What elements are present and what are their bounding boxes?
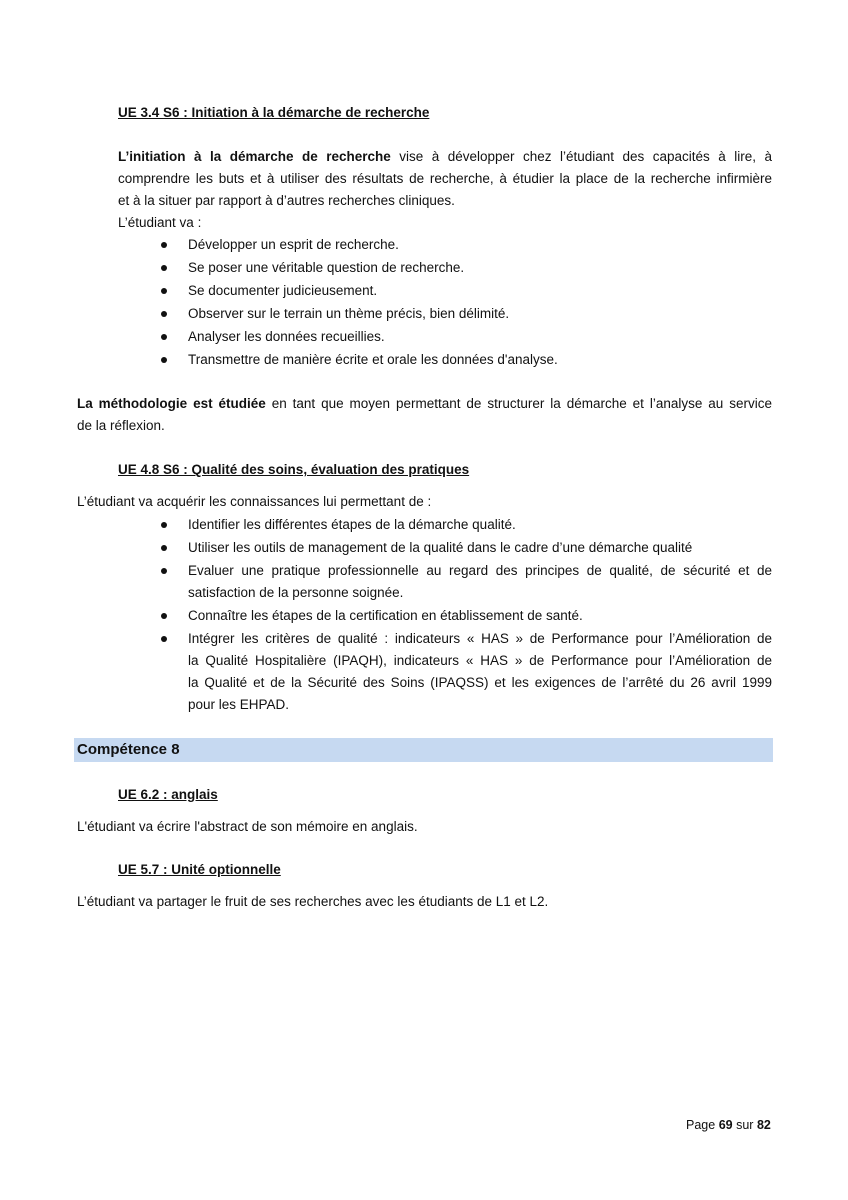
ue34-heading: UE 3.4 S6 : Initiation à la démarche de recherche: [118, 105, 430, 120]
method-bold: La méthodologie est étudiée: [77, 396, 266, 411]
list-item: Utiliser les outils de management de la qualité dans le cadre d’une démarche qualité: [188, 540, 693, 555]
ue34-intro-line1: [118, 147, 772, 167]
ue34-student-will: L’étudiant va :: [118, 215, 202, 230]
list-item-continuation: la Qualité et de la Sécurité des Soins (IPAQSS) et les exigences de l’arrêté du 26 avril 1999: [188, 675, 772, 690]
list-item: Intégrer les critères de qualité : indicateurs « HAS » de Performance pour l’Amélioration de: [188, 631, 772, 646]
list-item: Evaluer une pratique professionnelle au regard des principes de qualité, de sécurité et de: [188, 563, 772, 578]
bullet-dot-icon: [161, 242, 167, 248]
ue62-text: L'étudiant va écrire l'abstract de son mémoire en anglais.: [77, 819, 418, 834]
list-item: Se documenter judicieusement.: [188, 283, 378, 298]
bullet-dot-icon: [161, 568, 167, 574]
method-line1: [77, 394, 772, 414]
total-pages: 82: [756, 1118, 771, 1132]
of-label: sur: [736, 1118, 754, 1132]
bullet-dot-icon: [161, 311, 167, 317]
list-item: Transmettre de manière écrite et orale les données d'analyse.: [188, 352, 558, 367]
ue62-heading: UE 6.2 : anglais: [118, 787, 218, 802]
list-item: Connaître les étapes de la certification en établissement de santé.: [188, 608, 583, 623]
ue57-text: L’étudiant va partager le fruit de ses recherches avec les étudiants de L1 et L2.: [77, 894, 549, 909]
bullet-dot-icon: [161, 265, 167, 271]
list-item-continuation: satisfaction de la personne soignée.: [188, 585, 404, 600]
bullet-dot-icon: [161, 636, 167, 642]
ue57-heading: UE 5.7 : Unité optionnelle: [118, 862, 281, 877]
list-item-continuation: pour les EHPAD.: [188, 697, 290, 712]
bullet-dot-icon: [161, 357, 167, 363]
bullet-dot-icon: [161, 545, 167, 551]
page-footer: [686, 1116, 771, 1134]
ue34-intro-bold: L’initiation à la démarche de recherche: [118, 149, 391, 164]
list-item: Identifier les différentes étapes de la démarche qualité.: [188, 517, 516, 532]
ue34-intro-line3: et à la situer par rapport à d’autres recherches cliniques.: [118, 193, 455, 208]
list-item: Observer sur le terrain un thème précis, bien délimité.: [188, 306, 510, 321]
method-line1-rest: en tant que moyen permettant de structurer la démarche et l’analyse au service: [265, 396, 772, 411]
competence-title: Compétence 8: [77, 741, 180, 758]
ue34-intro-line1-rest: vise à développer chez l’étudiant des capacités à lire, à: [390, 149, 772, 164]
list-item-continuation: la Qualité Hospitalière (IPAQH), indicateurs « HAS » de Performance pour l’Amélioration de: [188, 653, 772, 668]
bullet-dot-icon: [161, 288, 167, 294]
bullet-dot-icon: [161, 613, 167, 619]
page-label: Page: [686, 1118, 716, 1132]
ue48-intro: L’étudiant va acquérir les connaissances lui permettant de :: [77, 494, 432, 509]
list-item: Développer un esprit de recherche.: [188, 237, 399, 252]
ue34-intro-line2: comprendre les buts et à utiliser des résultats de recherche, à étudier la place de la recherche infirmière: [118, 171, 772, 186]
ue48-heading: UE 4.8 S6 : Qualité des soins, évaluation des pratiques: [118, 462, 470, 477]
bullet-dot-icon: [161, 522, 167, 528]
page-number: 69: [718, 1118, 733, 1132]
bullet-dot-icon: [161, 334, 167, 340]
method-line2: de la réflexion.: [77, 418, 165, 433]
list-item: Se poser une véritable question de recherche.: [188, 260, 465, 275]
list-item: Analyser les données recueillies.: [188, 329, 385, 344]
